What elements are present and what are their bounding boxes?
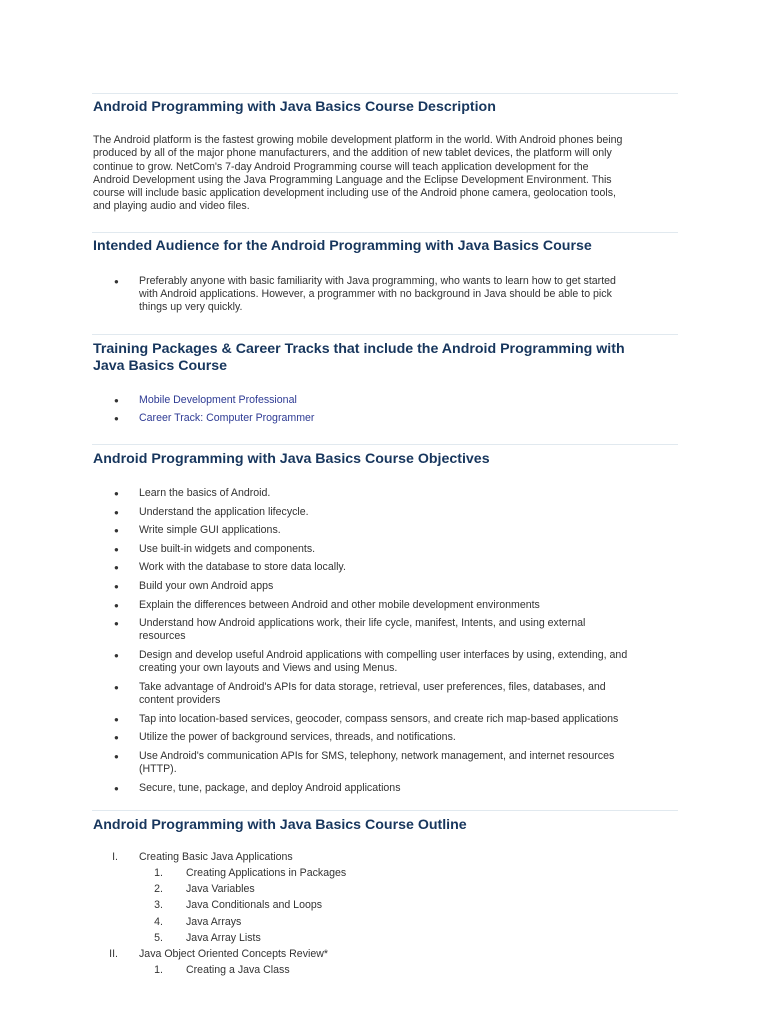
text-line: creating your own layouts and Views and using Menus. <box>139 662 398 675</box>
text-line: Take advantage of Android's APIs for data storage, retrieval, user preferences, files, databases, and <box>139 680 606 693</box>
item-number: 4. <box>154 916 163 928</box>
list-item <box>93 561 678 574</box>
bullet-icon: ● <box>114 751 119 761</box>
item-number: 5. <box>154 932 163 944</box>
text-line: produced by all of the major phone manufacturers, and the addition of new tablet devices, the platform will only <box>93 147 612 160</box>
text-line: The Android platform is the fastest growing mobile development platform in the world. With Android phones being <box>93 134 623 146</box>
roman-numeral: II. <box>109 948 118 960</box>
description-heading: Android Programming with Java Basics Course Description <box>93 99 496 115</box>
description-paragraph <box>93 134 678 214</box>
outline-sub-item: Java Variables <box>186 883 255 895</box>
packages-heading <box>93 341 673 375</box>
text-line: Use Android's communication APIs for SMS, telephony, network management, and internet resources <box>139 749 615 762</box>
text-line: Understand how Android applications work, their life cycle, manifest, Intents, and using external <box>139 617 586 630</box>
item-number: 2. <box>154 883 163 895</box>
item-number: 3. <box>154 899 163 911</box>
list-item <box>93 713 678 726</box>
bullet-icon: ● <box>114 619 119 629</box>
link-career-track-computer-programmer[interactable]: Career Track: Computer Programmer <box>139 412 315 425</box>
list-item <box>93 487 678 500</box>
list-item <box>93 649 678 675</box>
text-line: Work with the database to store data locally. <box>139 561 346 574</box>
bullet-icon: ● <box>114 277 119 286</box>
list-item <box>93 681 678 707</box>
bullet-icon: ● <box>114 650 119 660</box>
text-line: resources <box>139 630 186 643</box>
bullet-icon: ● <box>114 783 119 793</box>
text-line: Design and develop useful Android applications with compelling user interfaces by using, extending, and <box>139 648 628 661</box>
list-item <box>93 599 678 612</box>
heading-line: Java Basics Course <box>93 358 228 374</box>
list-item <box>93 275 678 315</box>
bullet-icon: ● <box>114 682 119 692</box>
list-item <box>93 750 678 776</box>
text-line: Understand the application lifecycle. <box>139 505 309 518</box>
text-line: content providers <box>139 693 221 706</box>
bullet-icon: ● <box>114 714 119 724</box>
section-divider <box>92 810 678 811</box>
list-item <box>93 506 678 519</box>
item-number: 1. <box>154 867 163 879</box>
text-line: Learn the basics of Android. <box>139 487 271 499</box>
outline-sub-item: Java Array Lists <box>186 932 261 944</box>
list-item <box>93 412 678 425</box>
bullet-icon: ● <box>114 600 119 610</box>
text-line: Utilize the power of background services, threads, and notifications. <box>139 731 456 744</box>
section-divider <box>92 334 678 335</box>
objectives-list <box>93 487 678 800</box>
text-line: with Android applications. However, a programmer with no background in Java should be able to pick <box>139 288 612 301</box>
text-line: course will include basic application development including use of the Android phone camera, geolocation tools, <box>93 187 616 200</box>
audience-heading: Intended Audience for the Android Programming with Java Basics Course <box>93 238 592 254</box>
bullet-icon: ● <box>114 489 119 498</box>
section-divider <box>92 232 678 233</box>
outline-part-title: Java Object Oriented Concepts Review* <box>139 948 329 960</box>
outline-sub-item: Creating a Java Class <box>186 964 290 976</box>
bullet-icon: ● <box>114 581 119 591</box>
bullet-icon: ● <box>114 733 119 743</box>
section-divider <box>92 93 678 94</box>
audience-list <box>93 275 678 315</box>
outline-heading: Android Programming with Java Basics Course Outline <box>93 817 467 833</box>
text-line: Explain the differences between Android and other mobile development environments <box>139 598 540 611</box>
list-item <box>93 543 678 556</box>
text-line: and playing audio and video files. <box>93 200 250 213</box>
bullet-icon: ● <box>114 563 119 573</box>
outline-sub-item: Java Conditionals and Loops <box>186 899 323 911</box>
list-item <box>93 617 678 643</box>
bullet-icon: ● <box>114 526 119 536</box>
section-divider <box>92 444 678 445</box>
list-item <box>93 524 678 537</box>
text-line: things up very quickly. <box>139 301 243 314</box>
text-line: Android Development using the Java Programming Language and the Eclipse Development Environment. This <box>93 173 612 186</box>
text-line: (HTTP). <box>139 762 177 775</box>
bullet-icon: ● <box>114 414 119 424</box>
bullet-icon: ● <box>114 507 119 517</box>
text-line: Tap into location-based services, geocoder, compass sensors, and create rich map-based applications <box>139 712 619 725</box>
text-line: Use built-in widgets and components. <box>139 542 316 555</box>
link-mobile-development-professional[interactable]: Mobile Development Professional <box>139 394 297 406</box>
bullet-icon: ● <box>114 396 119 405</box>
text-line: continue to grow. NetCom's 7-day Android Programming course will teach application development for the <box>93 160 589 173</box>
packages-links <box>93 394 678 425</box>
bullet-icon: ● <box>114 544 119 554</box>
list-item <box>93 580 678 593</box>
outline-sub-item: Creating Applications in Packages <box>186 867 347 879</box>
heading-line: Training Packages & Career Tracks that include the Android Programming with <box>93 341 625 357</box>
list-item <box>93 394 678 407</box>
outline-sub-item: Java Arrays <box>186 916 242 928</box>
outline-part-title: Creating Basic Java Applications <box>139 851 293 863</box>
objectives-heading: Android Programming with Java Basics Course Objectives <box>93 451 490 467</box>
list-item <box>93 782 678 795</box>
text-line: Build your own Android apps <box>139 579 274 592</box>
item-number: 1. <box>154 964 163 976</box>
list-item <box>93 731 678 744</box>
text-line: Preferably anyone with basic familiarity with Java programming, who wants to learn how to get started <box>139 275 616 287</box>
text-line: Secure, tune, package, and deploy Android applications <box>139 781 401 794</box>
text-line: Write simple GUI applications. <box>139 524 281 537</box>
roman-numeral: I. <box>112 851 118 863</box>
